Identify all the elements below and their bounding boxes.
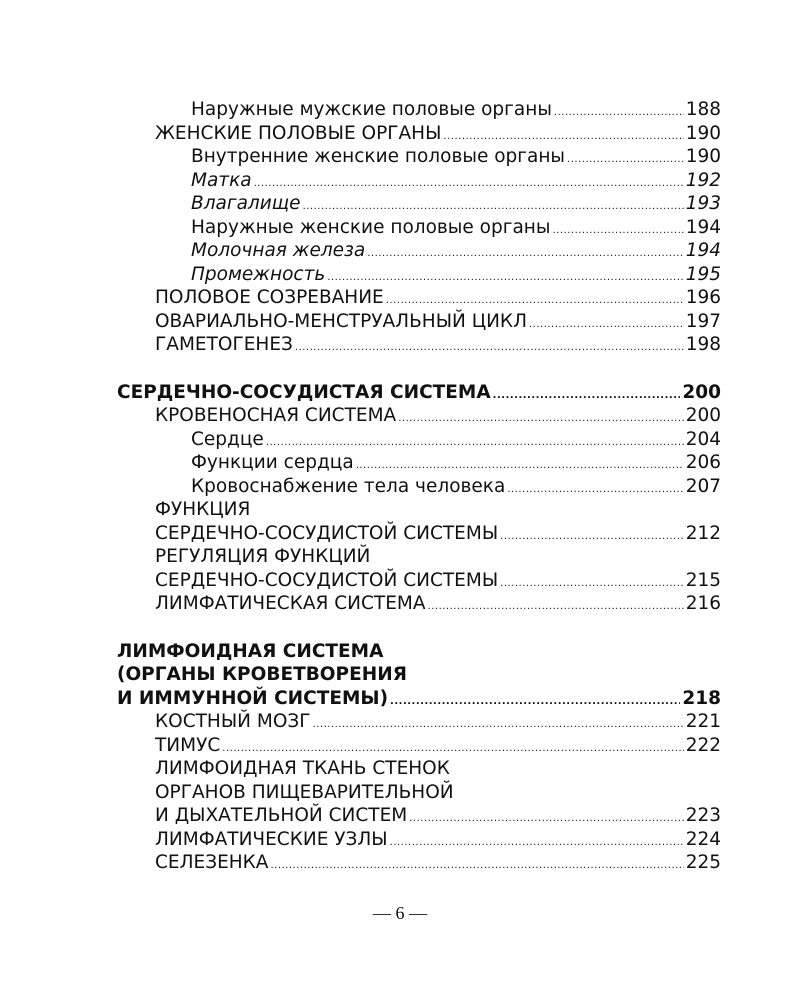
toc-entry-title: ЖЕНСКИЕ ПОЛОВЫЕ ОРГАНЫ bbox=[155, 122, 442, 144]
dot-leader bbox=[428, 602, 684, 612]
toc-entry bbox=[117, 310, 721, 334]
toc-entry-page: 188 bbox=[685, 99, 721, 120]
dot-leader bbox=[553, 226, 684, 236]
dot-leader bbox=[398, 414, 683, 424]
toc-entry-title: Функции сердца bbox=[191, 452, 354, 473]
toc-entry-title: Промежность bbox=[191, 263, 326, 285]
toc-entry-title: Матка bbox=[191, 169, 252, 191]
dot-leader bbox=[295, 343, 684, 353]
toc-entry-title: КОСТНЫЙ МОЗГ bbox=[155, 711, 311, 732]
toc-entry bbox=[117, 851, 721, 875]
dot-leader bbox=[367, 249, 683, 259]
toc-entry-page: 195 bbox=[685, 263, 721, 285]
toc-entry bbox=[117, 475, 721, 499]
toc-entry bbox=[117, 451, 721, 475]
toc-entry bbox=[117, 169, 721, 193]
toc-entry bbox=[117, 710, 721, 734]
toc-entry bbox=[117, 569, 721, 593]
toc-entry-title: Наружные мужские половые органы bbox=[191, 99, 552, 120]
toc-entry-page: 216 bbox=[685, 593, 721, 614]
toc-entry-line bbox=[117, 757, 721, 781]
toc-entry-title-part: (ОРГАНЫ КРОВЕТВОРЕНИЯ bbox=[117, 664, 407, 685]
toc-entry-page: 194 bbox=[685, 240, 721, 261]
toc-entry-page: 190 bbox=[685, 122, 721, 144]
dot-leader bbox=[270, 861, 683, 871]
toc-entry-page: 221 bbox=[685, 711, 721, 732]
toc-entry bbox=[117, 263, 721, 287]
dot-leader bbox=[390, 697, 680, 707]
toc-entry bbox=[117, 804, 721, 828]
toc-entry-title-part: РЕГУЛЯЦИЯ ФУНКЦИЙ bbox=[155, 546, 371, 567]
toc-entry-title: СЕРДЕЧНО-СОСУДИСТОЙ СИСТЕМЫ bbox=[155, 522, 499, 544]
toc-entry-title: СЕРДЕЧНО-СОСУДИСТАЯ СИСТЕМА bbox=[117, 381, 491, 403]
toc-entry-title: Кровоснабжение тела человека bbox=[191, 475, 506, 497]
toc-entry-title: Сердце bbox=[191, 428, 264, 450]
toc-entry-title: СЕЛЕЗЕНКА bbox=[155, 852, 269, 873]
toc-entry-page: 206 bbox=[685, 452, 721, 473]
toc-entry bbox=[117, 98, 721, 122]
toc-entry-title: И ДЫХАТЕЛЬНОЙ СИСТЕМ bbox=[155, 805, 408, 826]
table-of-contents bbox=[117, 98, 721, 875]
dot-leader bbox=[493, 391, 681, 401]
toc-entry-line bbox=[117, 663, 721, 687]
toc-entry-page: 223 bbox=[685, 805, 721, 826]
toc-entry-title: Наружные женские половые органы bbox=[191, 216, 551, 238]
toc-entry bbox=[117, 333, 721, 357]
toc-entry-page: 200 bbox=[685, 405, 721, 426]
toc-entry-page: 224 bbox=[685, 828, 721, 850]
dot-leader bbox=[554, 108, 684, 118]
toc-entry-page: 215 bbox=[685, 569, 721, 591]
toc-entry bbox=[117, 192, 721, 216]
toc-entry-title: ЛИМФАТИЧЕСКАЯ СИСТЕМА bbox=[155, 593, 426, 614]
toc-entry-title: ГАМЕТОГЕНЕЗ bbox=[155, 334, 293, 355]
toc-entry-title: ТИМУС bbox=[155, 734, 221, 756]
dot-leader bbox=[313, 720, 684, 730]
dot-leader bbox=[500, 532, 684, 542]
toc-entry-page: 207 bbox=[685, 475, 721, 497]
toc-entry bbox=[117, 428, 721, 452]
toc-entry-page: 197 bbox=[685, 310, 721, 332]
toc-entry-title: Влагалище bbox=[191, 193, 301, 214]
toc-entry bbox=[117, 522, 721, 546]
toc-entry-title-part: ЛИМФОИДНАЯ СИСТЕМА bbox=[117, 640, 384, 662]
toc-entry bbox=[117, 122, 721, 146]
toc-entry-title-part: ЛИМФОИДНАЯ ТКАНЬ СТЕНОК bbox=[155, 758, 450, 779]
toc-entry-line bbox=[117, 545, 721, 569]
toc-entry-title: КРОВЕНОСНАЯ СИСТЕМА bbox=[155, 405, 397, 426]
toc-entry bbox=[117, 828, 721, 852]
toc-entry-page: 196 bbox=[685, 287, 721, 308]
toc-entry bbox=[117, 404, 721, 428]
toc-entry-title: ПОЛОВОЕ СОЗРЕВАНИЕ bbox=[155, 287, 384, 308]
toc-entry-line bbox=[117, 640, 721, 664]
toc-entry-title: Молочная железа bbox=[191, 240, 366, 261]
dot-leader bbox=[443, 132, 683, 142]
toc-entry-page: 225 bbox=[685, 852, 721, 873]
toc-entry bbox=[117, 687, 721, 711]
toc-entry-page: 194 bbox=[685, 216, 721, 238]
toc-entry bbox=[117, 286, 721, 310]
toc-entry bbox=[117, 381, 721, 405]
toc-entry bbox=[117, 239, 721, 263]
dot-leader bbox=[222, 744, 683, 754]
section-gap bbox=[117, 616, 721, 640]
toc-entry-title: ЛИМФАТИЧЕСКИЕ УЗЛЫ bbox=[155, 828, 388, 850]
dot-leader bbox=[567, 155, 684, 165]
toc-entry-title: ОВАРИАЛЬНО-МЕНСТРУАЛЬНЫЙ ЦИКЛ bbox=[155, 310, 527, 332]
toc-entry-page: 218 bbox=[682, 687, 721, 709]
toc-entry-title: Внутренние женские половые органы bbox=[191, 146, 566, 167]
toc-entry-page: 190 bbox=[685, 146, 721, 167]
toc-entry-line bbox=[117, 498, 721, 522]
toc-entry-page: 200 bbox=[682, 381, 721, 403]
toc-entry-title: СЕРДЕЧНО-СОСУДИСТОЙ СИСТЕМЫ bbox=[155, 569, 499, 591]
toc-entry-title-part: ФУНКЦИЯ bbox=[155, 499, 251, 520]
toc-entry-title: И ИММУННОЙ СИСТЕМЫ) bbox=[117, 687, 389, 709]
dot-leader bbox=[386, 296, 684, 306]
dot-leader bbox=[356, 461, 684, 471]
dot-leader bbox=[409, 814, 683, 824]
toc-entry bbox=[117, 734, 721, 758]
toc-entry-page: 192 bbox=[685, 169, 721, 191]
dot-leader bbox=[390, 838, 684, 848]
dot-leader bbox=[327, 273, 683, 283]
dot-leader bbox=[529, 320, 684, 330]
dot-leader bbox=[303, 202, 684, 212]
toc-entry bbox=[117, 592, 721, 616]
dot-leader bbox=[254, 179, 684, 189]
dot-leader bbox=[500, 579, 684, 589]
toc-entry-page: 193 bbox=[685, 193, 721, 214]
toc-entry-page: 204 bbox=[685, 428, 721, 450]
toc-entry bbox=[117, 216, 721, 240]
toc-entry-page: 198 bbox=[685, 334, 721, 355]
toc-entry bbox=[117, 145, 721, 169]
section-gap bbox=[117, 357, 721, 381]
dot-leader bbox=[507, 485, 683, 495]
dot-leader bbox=[266, 438, 684, 448]
page-number: — 6 — bbox=[373, 903, 427, 923]
toc-entry-page: 212 bbox=[685, 522, 721, 544]
toc-entry-line bbox=[117, 781, 721, 805]
toc-entry-page: 222 bbox=[685, 734, 721, 756]
toc-entry-title-part: ОРГАНОВ ПИЩЕВАРИТЕЛЬНОЙ bbox=[155, 781, 454, 803]
